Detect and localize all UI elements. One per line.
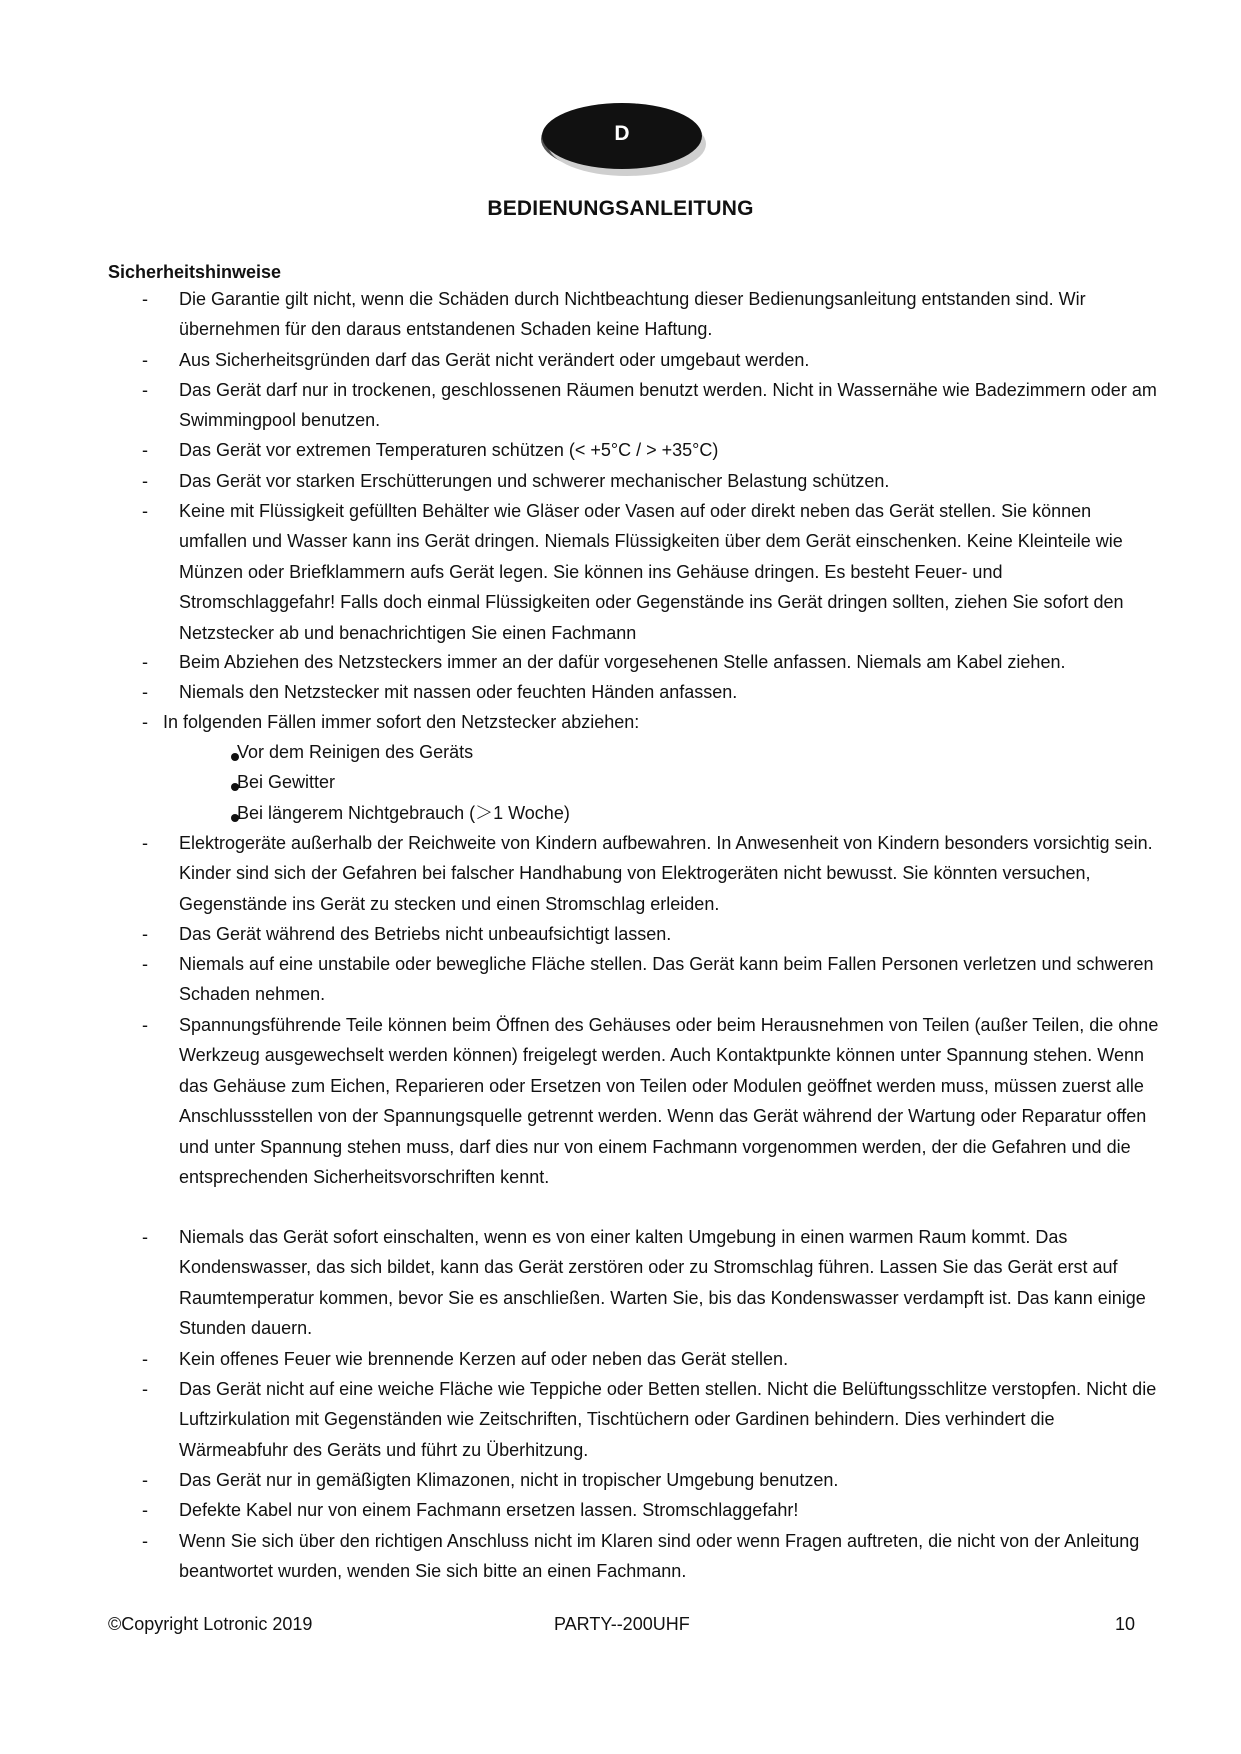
- list-item: In folgenden Fällen immer sofort den Netzstecker abziehen:: [163, 712, 640, 732]
- list-item: Niemals den Netzstecker mit nassen oder feuchten Händen anfassen.: [179, 682, 738, 702]
- list-dash: -: [142, 954, 148, 974]
- sub-list-item: Vor dem Reinigen des Geräts: [237, 742, 474, 762]
- list-dash: -: [142, 380, 148, 400]
- list-item: Defekte Kabel nur von einem Fachmann ersetzen lassen. Stromschlaggefahr!: [179, 1500, 799, 1520]
- list-item: Die Garantie gilt nicht, wenn die Schäden durch Nichtbeachtung dieser Bedienungsanleitung entstanden sind. Wir übernehmen für den daraus entstandenen Schaden keine Haftung.: [179, 289, 1086, 340]
- list-item: Beim Abziehen des Netzsteckers immer an der dafür vorgesehenen Stelle anfassen. Niemals am Kabel ziehen.: [179, 652, 1066, 672]
- list-dash: -: [142, 1500, 148, 1520]
- list-dash: -: [142, 924, 148, 944]
- list-dash: -: [142, 682, 148, 702]
- list-item: Aus Sicherheitsgründen darf das Gerät nicht verändert oder umgebaut werden.: [179, 350, 810, 370]
- page-title: BEDIENUNGSANLEITUNG: [487, 197, 754, 220]
- list-item: Das Gerät während des Betriebs nicht unbeaufsichtigt lassen.: [179, 924, 672, 944]
- list-dash: -: [142, 1227, 148, 1247]
- list-item: Das Gerät darf nur in trockenen, geschlossenen Räumen benutzt werden. Nicht in Wassernähe wie Badezimmern oder am Swimmingpool benutzen.: [179, 380, 1157, 431]
- list-dash: -: [142, 501, 148, 521]
- list-dash: -: [142, 471, 148, 491]
- list-dash: -: [142, 652, 148, 672]
- list-item: Das Gerät vor extremen Temperaturen schützen (< +5°C / > +35°C): [179, 440, 719, 460]
- list-item: Keine mit Flüssigkeit gefüllten Behälter wie Gläser oder Vasen auf oder direkt neben das Gerät stellen. Sie können umfallen und Wasser kann ins Gerät dringen. Niemals Flüssigkeiten über dem Gerät einschenken. Keine Kleinteile wie Münzen oder Briefklammern aufs Gerät legen. Sie können ins Gehäuse dringen. Es besteht Feuer- und Stromschlaggefahr! Falls doch einmal Flüssigkeiten oder Gegenstände ins Gerät dringen sollten, ziehen Sie sofort den Netzstecker ab und benachrichtigen Sie einen Fachmann: [179, 501, 1124, 643]
- list-dash: -: [142, 833, 148, 853]
- footer-model: PARTY--200UHF: [554, 1614, 690, 1634]
- list-dash: -: [142, 1379, 148, 1399]
- list-item: Niemals auf eine unstabile oder bewegliche Fläche stellen. Das Gerät kann beim Fallen Personen verletzen und schweren Schaden nehmen.: [179, 954, 1154, 1005]
- list-item: Das Gerät nur in gemäßigten Klimazonen, nicht in tropischer Umgebung benutzen.: [179, 1470, 839, 1490]
- list-dash: -: [142, 440, 148, 460]
- footer-page-number: 10: [1115, 1614, 1136, 1634]
- list-item: Niemals das Gerät sofort einschalten, wenn es von einer kalten Umgebung in einen warmen Raum kommt. Das Kondenswasser, das sich bildet, kann das Gerät zerstören oder zu Stromschlag führen. Lassen Sie das Gerät erst auf Raumtemperatur kommen, bevor Sie es anschließen. Warten Sie, bis das Kondenswasser verdampft ist. Das kann einige Stunden dauern.: [179, 1227, 1146, 1339]
- sub-list-item: Bei längerem Nichtgebrauch (＞1 Woche): [237, 803, 570, 823]
- footer-copyright: ©Copyright Lotronic 2019: [108, 1614, 313, 1634]
- list-dash: -: [142, 1015, 148, 1035]
- list-dash: -: [142, 1349, 148, 1369]
- list-item: Das Gerät nicht auf eine weiche Fläche wie Teppiche oder Betten stellen. Nicht die Belüftungsschlitze verstopfen. Nicht die Luftzirkulation mit Gegenständen wie Zeitschriften, Tischtüchern oder Gardinen behindern. Dies verhindert die Wärmeabfuhr des Geräts und führt zu Überhitzung.: [179, 1379, 1157, 1460]
- list-item: Elektrogeräte außerhalb der Reichweite von Kindern aufbewahren. In Anwesenheit von Kindern besonders vorsichtig sein. Kinder sind sich der Gefahren bei falscher Handhabung von Elektrogeräten nicht bewusst. Sie könnten versuchen, Gegenstände ins Gerät zu stecken und einen Stromschlag erleiden.: [179, 833, 1153, 914]
- list-dash: -: [142, 350, 148, 370]
- sub-list-item: Bei Gewitter: [237, 772, 336, 792]
- list-dash: -: [142, 289, 148, 309]
- list-dash: -: [142, 1470, 148, 1490]
- list-item: Das Gerät vor starken Erschütterungen und schwerer mechanischer Belastung schützen.: [179, 471, 890, 491]
- section-heading: Sicherheitshinweise: [108, 262, 282, 282]
- list-dash: -: [142, 712, 148, 732]
- language-badge: [542, 103, 702, 169]
- language-badge-letter: D: [614, 122, 630, 145]
- list-item: Kein offenes Feuer wie brennende Kerzen auf oder neben das Gerät stellen.: [179, 1349, 789, 1369]
- list-item: Spannungsführende Teile können beim Öffnen des Gehäuses oder beim Herausnehmen von Teilen (außer Teilen, die ohne Werkzeug ausgewechselt werden können) freigelegt werden. Auch Kontaktpunkte können unter Spannung stehen. Wenn das Gehäuse zum Eichen, Reparieren oder Ersetzen von Teilen oder Modulen geöffnet werden muss, müssen zuerst alle Anschlussstellen von der Spannungsquelle getrennt werden. Wenn das Gerät während der Wartung oder Reparatur offen und unter Spannung stehen muss, darf dies nur von einem Fachmann vorgenommen werden, der die Gefahren und die entsprechenden Sicherheitsvorschriften kennt.: [179, 1015, 1159, 1188]
- list-dash: -: [142, 1531, 148, 1551]
- list-item: Wenn Sie sich über den richtigen Anschluss nicht im Klaren sind oder wenn Fragen auftreten, die nicht von der Anleitung beantwortet wurden, wenden Sie sich bitte an einen Fachmann.: [179, 1531, 1140, 1582]
